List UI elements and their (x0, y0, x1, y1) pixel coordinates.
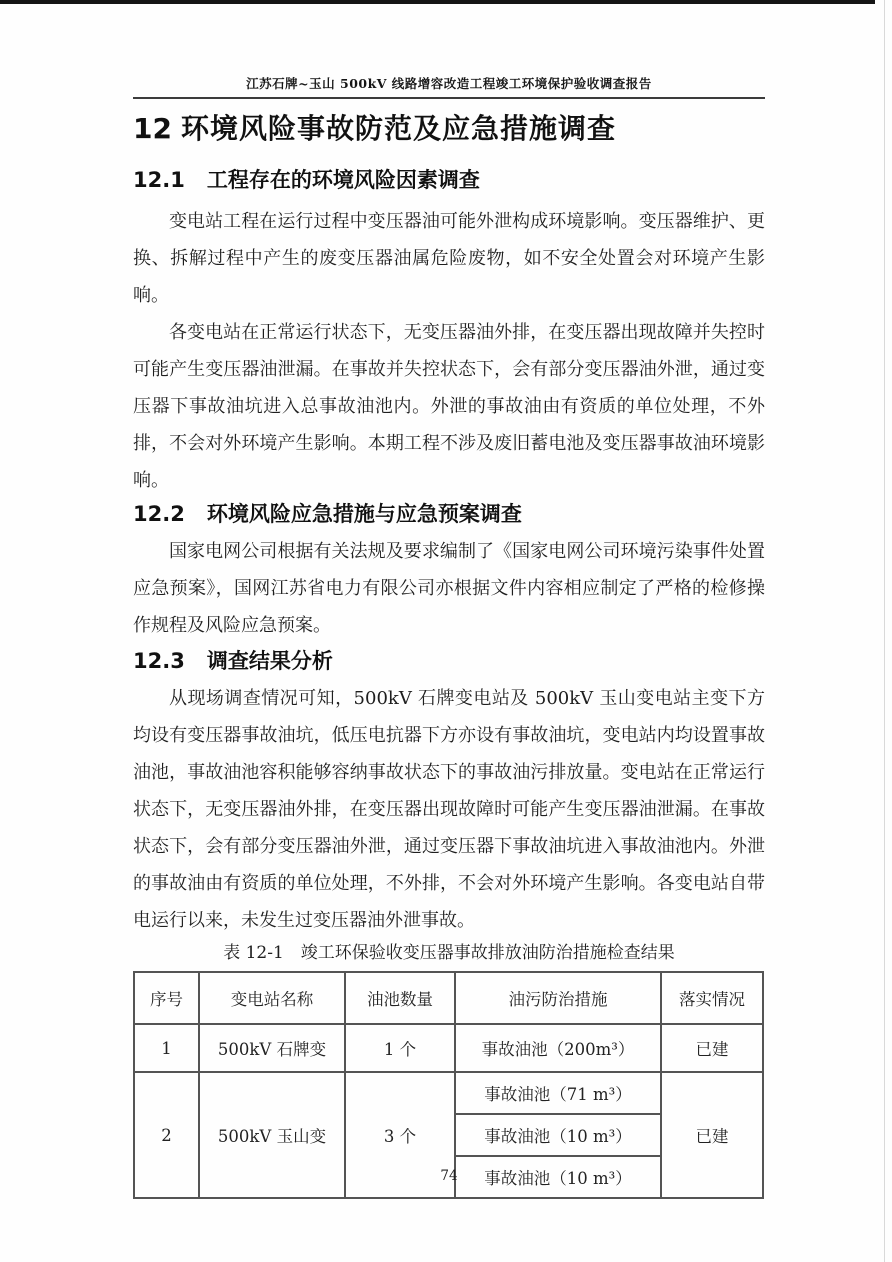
paragraph: 国家电网公司根据有关法规及要求编制了《国家电网公司环境污染事件处置应急预案》，国网江苏省电力有限公司亦根据文件内容相应制定了严格的检修操作规程及风险应急预案。 (133, 541, 765, 636)
header-cell-index: 序号 (134, 972, 199, 1024)
cell-measure: 事故油池（10 m³） (455, 1156, 661, 1198)
page-header (133, 76, 765, 92)
section-title: 调查结果分析 (206, 649, 333, 673)
paragraph: 变电站工程在运行过程中变压器油可能外泄构成环境影响。变压器维护、更换、拆解过程中产生的废变压器油属危险废物，如不安全处置会对环境产生影响。 (133, 211, 765, 306)
chapter-number: 12 (133, 112, 172, 145)
page-content (133, 0, 765, 1199)
section-number: 12.1 (133, 168, 185, 192)
page-number: 74 (440, 1168, 458, 1184)
header-cell-status: 落实情况 (661, 972, 763, 1024)
table-row (134, 1024, 763, 1072)
chapter-title: 环境风险事故防范及应急措施调查 (180, 112, 616, 145)
section-heading-12-2 (133, 499, 765, 529)
header-cell-pit-count: 油池数量 (345, 972, 455, 1024)
cell-status: 已建 (661, 1024, 763, 1072)
section-number: 12.3 (133, 649, 185, 673)
cell-station: 500kV 石牌变 (199, 1024, 345, 1072)
table-header-row (134, 972, 763, 1024)
section-number: 12.2 (133, 502, 185, 526)
cell-station: 500kV 玉山变 (199, 1072, 345, 1198)
oil-pollution-table (133, 971, 764, 1199)
table-row (134, 1072, 763, 1114)
cell-status: 已建 (661, 1072, 763, 1198)
header-cell-measures: 油污防治措施 (455, 972, 661, 1024)
cell-pit-count: 1 个 (345, 1024, 455, 1072)
table-caption: 表 12-1 竣工环保验收变压器事故排放油防治措施检查结果 (223, 943, 675, 963)
header-cell-station: 变电站名称 (199, 972, 345, 1024)
paragraph: 各变电站在正常运行状态下，无变压器油外排，在变压器出现故障并失控时可能产生变压器油泄漏。在事故并失控状态下，会有部分变压器油外泄，通过变压器下事故油坑进入总事故油池内。外泄的事故油由有资质的单位处理，不外排，不会对外环境产生影响。本期工程不涉及废旧蓄电池及变压器事故油环境影响。 (133, 322, 765, 491)
cell-measure: 事故油池（71 m³） (455, 1072, 661, 1114)
section-heading-12-1 (133, 165, 765, 195)
header-title: 江苏石牌~玉山 500kV 线路增容改造工程竣工环境保护验收调查报告 (246, 76, 652, 91)
header-rule (133, 97, 765, 99)
cell-pit-count: 3 个 (345, 1072, 455, 1198)
paragraph: 从现场调查情况可知，500kV 石牌变电站及 500kV 玉山变电站主变下方均设有变压器事故油坑，低压电抗器下方亦设有事故油坑，变电站内均设置事故油池，事故油池容积能够容纳事故状态下的事故油污排放量。变电站在正常运行状态下，无变压器油外排，在变压器出现故障时可能产生变压器油泄漏。在事故状态下，会有部分变压器油外泄，通过变压器下事故油坑进入事故油池内。外泄的事故油由有资质的单位处理，不外排，不会对外环境产生影响。各变电站自带电运行以来，未发生过变压器油外泄事故。 (133, 688, 765, 931)
cell-index: 1 (134, 1024, 199, 1072)
section-title: 环境风险应急措施与应急预案调查 (206, 502, 522, 526)
section-title: 工程存在的环境风险因素调查 (206, 168, 480, 192)
section-heading-12-3 (133, 646, 765, 676)
cell-index: 2 (134, 1072, 199, 1198)
chapter-heading (133, 111, 765, 147)
cell-measure: 事故油池（200m³） (455, 1024, 661, 1072)
cell-measure: 事故油池（10 m³） (455, 1114, 661, 1156)
scan-right-edge (884, 0, 885, 1262)
